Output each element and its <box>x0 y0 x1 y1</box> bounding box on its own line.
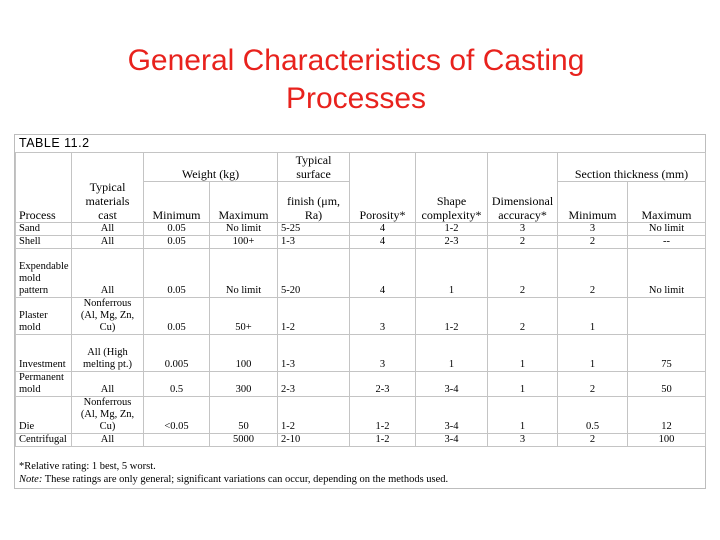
cell-weight-max: 100 <box>210 335 278 372</box>
header-section-max: Maximum <box>628 182 706 223</box>
cell-section-max: 100 <box>628 434 706 447</box>
cell-weight-min: 0.05 <box>144 223 210 236</box>
cell-weight-min: <0.05 <box>144 397 210 434</box>
header-surface-bottom: finish (μm, Ra) <box>278 182 350 223</box>
header-porosity: Porosity* <box>350 153 416 223</box>
cell-dimensional-accuracy: 2 <box>488 236 558 249</box>
cell-dimensional-accuracy: 2 <box>488 249 558 298</box>
cell-process: Investment <box>16 335 72 372</box>
cell-surface-finish: 2-10 <box>278 434 350 447</box>
cell-dimensional-accuracy: 3 <box>488 434 558 447</box>
cell-porosity: 4 <box>350 236 416 249</box>
cell-surface-finish: 1-3 <box>278 335 350 372</box>
cell-shape-complexity: 2-3 <box>416 236 488 249</box>
cell-section-max: -- <box>628 236 706 249</box>
note-text: These ratings are only general; significant variations can occur, depending on the methods used. <box>44 474 449 485</box>
cell-section-max: No limit <box>628 249 706 298</box>
table-row <box>16 434 706 447</box>
rating-footnote: *Relative rating: 1 best, 5 worst. <box>19 461 156 472</box>
table-row <box>16 372 706 397</box>
header-section-min: Minimum <box>558 182 628 223</box>
cell-porosity: 4 <box>350 249 416 298</box>
cell-process: Expendable mold pattern <box>16 249 72 298</box>
cell-section-min: 2 <box>558 249 628 298</box>
cell-shape-complexity: 3-4 <box>416 372 488 397</box>
cell-section-max <box>628 298 706 335</box>
cell-process: Die <box>16 397 72 434</box>
cell-surface-finish: 1-2 <box>278 397 350 434</box>
cell-weight-max: 50 <box>210 397 278 434</box>
cell-surface-finish: 1-3 <box>278 236 350 249</box>
casting-table-figure <box>14 134 706 489</box>
table-row <box>16 236 706 249</box>
header-shape: Shape complexity* <box>416 153 488 223</box>
cell-materials: All <box>72 249 144 298</box>
cell-weight-min: 0.05 <box>144 298 210 335</box>
table-row <box>16 335 706 372</box>
header-process: Process <box>16 153 72 223</box>
casting-processes-table <box>15 152 706 447</box>
slide-title-line-2: Processes <box>285 82 427 115</box>
cell-section-max: 50 <box>628 372 706 397</box>
cell-section-max: 12 <box>628 397 706 434</box>
cell-weight-max: 5000 <box>210 434 278 447</box>
cell-surface-finish: 5-25 <box>278 223 350 236</box>
cell-shape-complexity: 1 <box>416 335 488 372</box>
cell-surface-finish: 2-3 <box>278 372 350 397</box>
cell-surface-finish: 1-2 <box>278 298 350 335</box>
cell-materials: Nonferrous (Al, Mg, Zn, Cu) <box>72 298 144 335</box>
table-header-row-1 <box>16 153 706 182</box>
header-weight-min: Minimum <box>144 182 210 223</box>
cell-section-min: 0.5 <box>558 397 628 434</box>
cell-shape-complexity: 1-2 <box>416 223 488 236</box>
note-label: Note: <box>19 474 43 485</box>
table-row <box>16 223 706 236</box>
table-label: TABLE 11.2 <box>19 136 90 150</box>
cell-section-min: 2 <box>558 372 628 397</box>
header-weight-group: Weight (kg) <box>144 153 278 182</box>
cell-process: Centrifugal <box>16 434 72 447</box>
cell-porosity: 3 <box>350 335 416 372</box>
slide-title-line-1: General Characteristics of Casting <box>127 44 585 77</box>
cell-weight-max: 100+ <box>210 236 278 249</box>
cell-porosity: 3 <box>350 298 416 335</box>
cell-dimensional-accuracy: 1 <box>488 397 558 434</box>
header-section-group: Section thickness (mm) <box>558 153 706 182</box>
cell-shape-complexity: 1 <box>416 249 488 298</box>
cell-dimensional-accuracy: 1 <box>488 372 558 397</box>
cell-weight-max: No limit <box>210 249 278 298</box>
cell-dimensional-accuracy: 3 <box>488 223 558 236</box>
cell-weight-max: No limit <box>210 223 278 236</box>
cell-dimensional-accuracy: 2 <box>488 298 558 335</box>
header-dimensional: Dimensional accuracy* <box>488 153 558 223</box>
cell-process: Plaster mold <box>16 298 72 335</box>
table-row <box>16 249 706 298</box>
cell-process: Permanent mold <box>16 372 72 397</box>
cell-surface-finish: 5-20 <box>278 249 350 298</box>
header-materials: Typical materials cast <box>72 153 144 223</box>
general-note <box>19 473 448 486</box>
cell-weight-min: 0.5 <box>144 372 210 397</box>
cell-section-min: 2 <box>558 236 628 249</box>
cell-process: Sand <box>16 223 72 236</box>
cell-materials: Nonferrous (Al, Mg, Zn, Cu) <box>72 397 144 434</box>
cell-section-max: 75 <box>628 335 706 372</box>
table-row <box>16 397 706 434</box>
cell-materials: All (High melting pt.) <box>72 335 144 372</box>
cell-section-min: 2 <box>558 434 628 447</box>
cell-dimensional-accuracy: 1 <box>488 335 558 372</box>
cell-porosity: 4 <box>350 223 416 236</box>
table-row <box>16 298 706 335</box>
cell-section-max: No limit <box>628 223 706 236</box>
cell-porosity: 1-2 <box>350 434 416 447</box>
cell-weight-min: 0.05 <box>144 236 210 249</box>
cell-weight-min: 0.005 <box>144 335 210 372</box>
cell-porosity: 1-2 <box>350 397 416 434</box>
cell-process: Shell <box>16 236 72 249</box>
header-weight-max: Maximum <box>210 182 278 223</box>
cell-shape-complexity: 1-2 <box>416 298 488 335</box>
cell-shape-complexity: 3-4 <box>416 397 488 434</box>
cell-materials: All <box>72 236 144 249</box>
slide-title <box>0 42 712 118</box>
cell-weight-min <box>144 434 210 447</box>
cell-section-min: 1 <box>558 335 628 372</box>
cell-porosity: 2-3 <box>350 372 416 397</box>
cell-weight-max: 50+ <box>210 298 278 335</box>
cell-shape-complexity: 3-4 <box>416 434 488 447</box>
cell-section-min: 1 <box>558 298 628 335</box>
cell-materials: All <box>72 372 144 397</box>
table-footnotes <box>19 460 448 486</box>
cell-materials: All <box>72 434 144 447</box>
header-surface-top: Typical surface <box>278 153 350 182</box>
cell-weight-max: 300 <box>210 372 278 397</box>
cell-section-min: 3 <box>558 223 628 236</box>
cell-weight-min: 0.05 <box>144 249 210 298</box>
cell-materials: All <box>72 223 144 236</box>
